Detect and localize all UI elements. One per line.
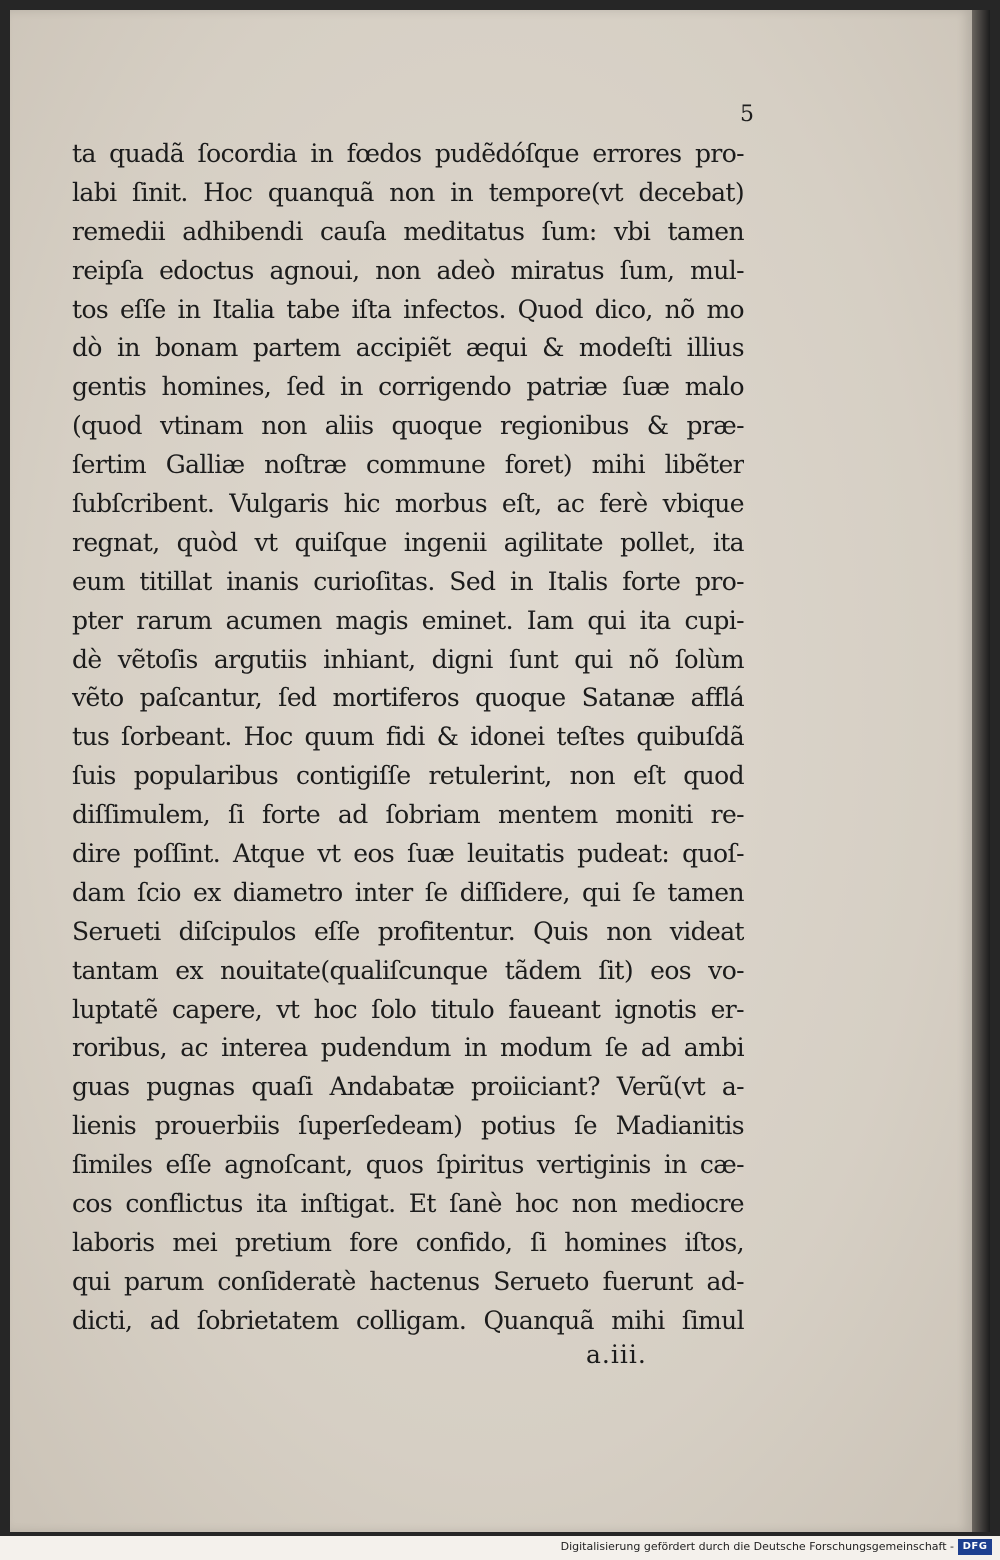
footer-bar (0, 1536, 1000, 1560)
text-line: ſuis popularibus contigiſſe retulerint, non eſt quod (72, 761, 744, 791)
text-line: ſubſcribent. Vulgaris hic morbus eſt, ac ferè vbique (72, 489, 744, 519)
text-line: remedii adhibendi cauſa meditatus ſum: vbi tamen (72, 216, 744, 246)
text-line: tantam ex nouitate(qualiſcunque tãdem ſit) eos vo- (72, 955, 744, 985)
text-line: dam ſcio ex diametro inter ſe diſſidere, qui ſe tamen (72, 877, 744, 907)
text-line: ſimiles eſſe agnoſcant, quos ſpiritus vertiginis in cæ- (72, 1150, 744, 1180)
text-line: labi ſinit. Hoc quanquã non in tempore(vt decebat) (72, 177, 744, 207)
text-line: guas pugnas quaſi Andabatæ proiiciant? Verũ(vt a- (72, 1072, 744, 1102)
text-line: qui parum conſideratè hactenus Serueto fuerunt ad- (72, 1266, 744, 1296)
text-line: lienis prouerbiis ſuperſedeam) potius ſe Madianitis (72, 1111, 744, 1141)
body-text (72, 135, 744, 1341)
text-line: dire poſſint. Atque vt eos ſuæ leuitatis pudeat: quoſ- (72, 839, 744, 869)
dfg-logo: DFG (958, 1539, 992, 1555)
text-line: gentis homines, ſed in corrigendo patriæ ſuæ malo (72, 372, 744, 402)
text-line: roribus, ac interea pudendum in modum ſe ad ambi (72, 1033, 744, 1063)
text-line: Serueti diſcipulos eſſe profitentur. Quis non videat (72, 916, 744, 946)
text-line: regnat, quòd vt quiſque ingenii agilitate pollet, ita (72, 527, 744, 557)
text-line: tos eſſe in Italia tabe iſta infectos. Quod dico, nõ mo (72, 294, 744, 324)
signature-mark: a.iii. (586, 1340, 647, 1369)
text-line: pter rarum acumen magis eminet. Iam qui ita cupi- (72, 605, 744, 635)
text-line: diſſimulem, ſi forte ad ſobriam mentem moniti re- (72, 800, 744, 830)
page-edge-shadow (972, 10, 990, 1532)
text-line: dicti, ad ſobrietatem colligam. Quanquã mihi ſimul (72, 1305, 744, 1335)
text-line: vẽto paſcantur, ſed mortiferos quoque Satanæ afflá (72, 683, 744, 713)
text-line: ta quadã ſocordia in fœdos pudẽdóſque errores pro- (72, 139, 744, 168)
text-line: eum titillat inanis curioſitas. Sed in Italis forte pro- (72, 566, 744, 596)
text-line: luptatẽ capere, vt hoc ſolo titulo faueant ignotis er- (72, 994, 744, 1024)
text-line: reipſa edoctus agnoui, non adeò miratus ſum, mul- (72, 255, 744, 285)
text-line: tus ſorbeant. Hoc quum fidi & idonei teſtes quibuſdã (72, 722, 744, 752)
text-line: ſertim Galliæ noſtræ commune foret) mihi libẽter (72, 450, 744, 480)
text-line: cos conflictus ita inſtigat. Et ſanè hoc non mediocre (72, 1189, 744, 1219)
text-line: dè vẽtoſis argutiis inhiant, digni ſunt qui nõ ſolùm (72, 644, 744, 674)
page-number: 5 (740, 102, 754, 127)
text-line: (quod vtinam non aliis quoque regionibus & præ- (72, 411, 744, 441)
footer-credit: Digitalisierung gefördert durch die Deutsche Forschungsgemeinschaft - (560, 1540, 954, 1553)
text-line: laboris mei pretium fore confido, ſi homines iſtos, (72, 1227, 744, 1257)
text-line: dò in bonam partem accipiẽt æqui & modeſti illius (72, 333, 744, 363)
